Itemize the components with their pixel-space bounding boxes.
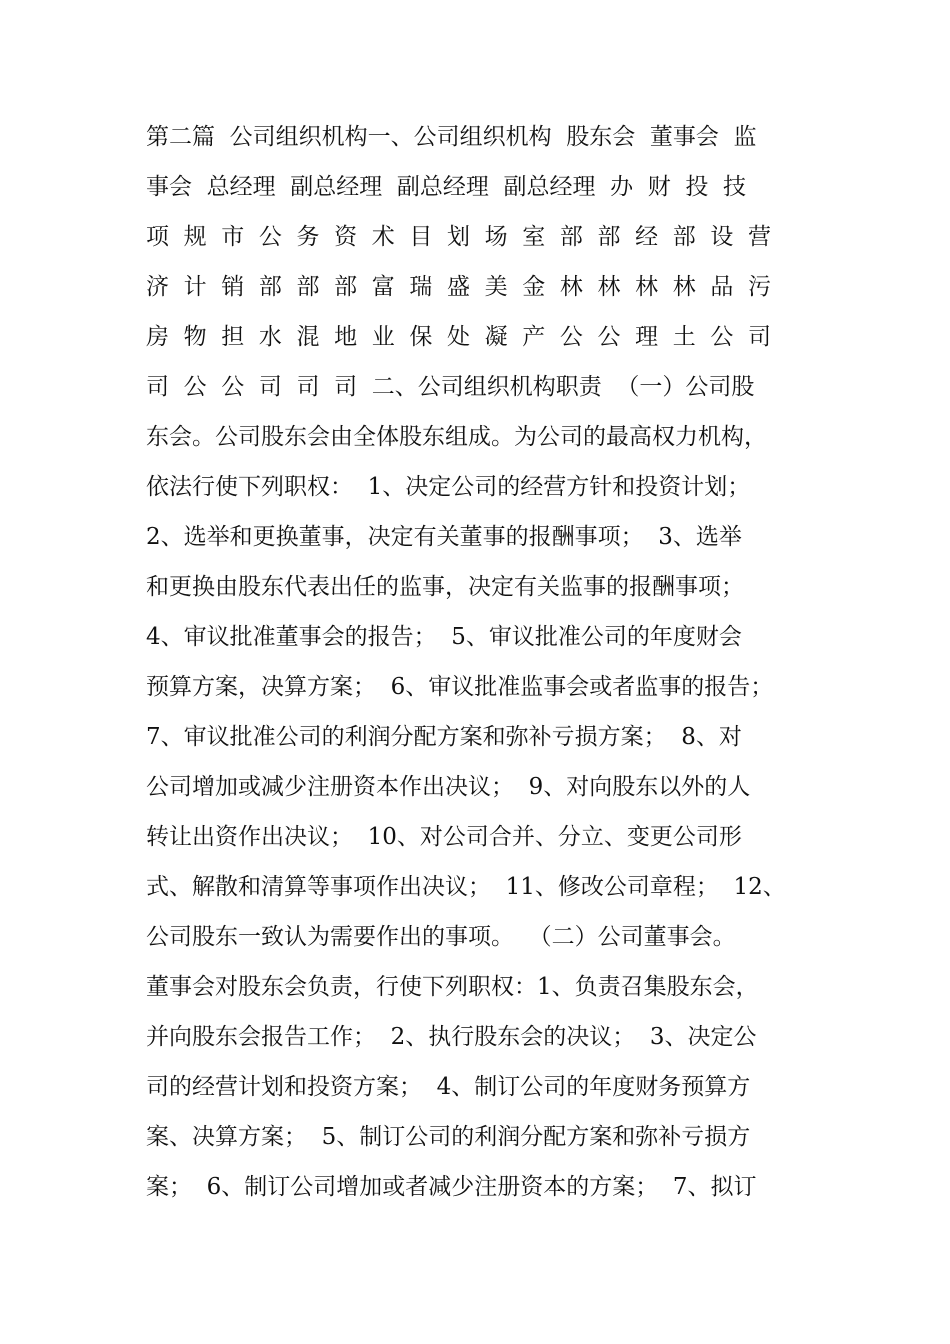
text-line: 依法行使下列职权： 1、决定公司的经营方针和投资计划；	[146, 474, 751, 500]
text-line: 并向股东会报告工作； 2、执行股东会的决议； 3、决定公	[146, 1024, 757, 1050]
body-text	[146, 112, 806, 1212]
text-line: 公司增加或减少注册资本作出决议； 9、对向股东以外的人	[146, 774, 751, 800]
text-line: 董事会对股东会负责，行使下列职权：1、负责召集股东会，	[146, 974, 759, 1000]
text-line: 项 规 市 公 务 资 术 目 划 场 室 部 部 经 部 设 营	[146, 224, 771, 250]
text-line: 司 公 公 司 司 司 二、公司组织机构职责 （一）公司股	[146, 374, 755, 400]
text-line: 2、选举和更换董事，决定有关董事的报酬事项； 3、选举	[146, 524, 742, 550]
text-line: 4、审议批准董事会的报告； 5、审议批准公司的年度财会	[146, 624, 742, 650]
text-line: 转让出资作出决议； 10、对公司合并、分立、变更公司形	[146, 824, 742, 850]
text-line: 东会。公司股东会由全体股东组成。为公司的最高权力机构，	[146, 424, 767, 450]
text-line: 公司股东一致认为需要作出的事项。 （二）公司董事会。	[146, 924, 736, 950]
text-line: 式、解散和清算等事项作出决议； 11、修改公司章程； 12、	[146, 874, 786, 900]
text-line: 和更换由股东代表出任的监事，决定有关监事的报酬事项；	[146, 574, 744, 600]
text-line: 司的经营计划和投资方案； 4、制订公司的年度财务预算方	[146, 1074, 751, 1100]
text-line: 事会 总经理 副总经理 副总经理 副总经理 办 财 投 技	[146, 174, 746, 200]
text-line: 7、审议批准公司的利润分配方案和弥补亏损方案； 8、对	[146, 724, 742, 750]
text-line: 房 物 担 水 混 地 业 保 处 凝 产 公 公 理 土 公 司	[146, 324, 771, 350]
text-line: 案； 6、制订公司增加或者减少注册资本的方案； 7、拟订	[146, 1174, 757, 1200]
text-line: 案、决算方案； 5、制订公司的利润分配方案和弥补亏损方	[146, 1124, 751, 1150]
text-line: 预算方案，决算方案； 6、审议批准监事会或者监事的报告；	[146, 674, 774, 700]
text-line: 第二篇 公司组织机构一、公司组织机构 股东会 董事会 监	[146, 124, 757, 150]
text-line: 济 计 销 部 部 部 富 瑞 盛 美 金 林 林 林 林 品 污	[146, 274, 771, 300]
